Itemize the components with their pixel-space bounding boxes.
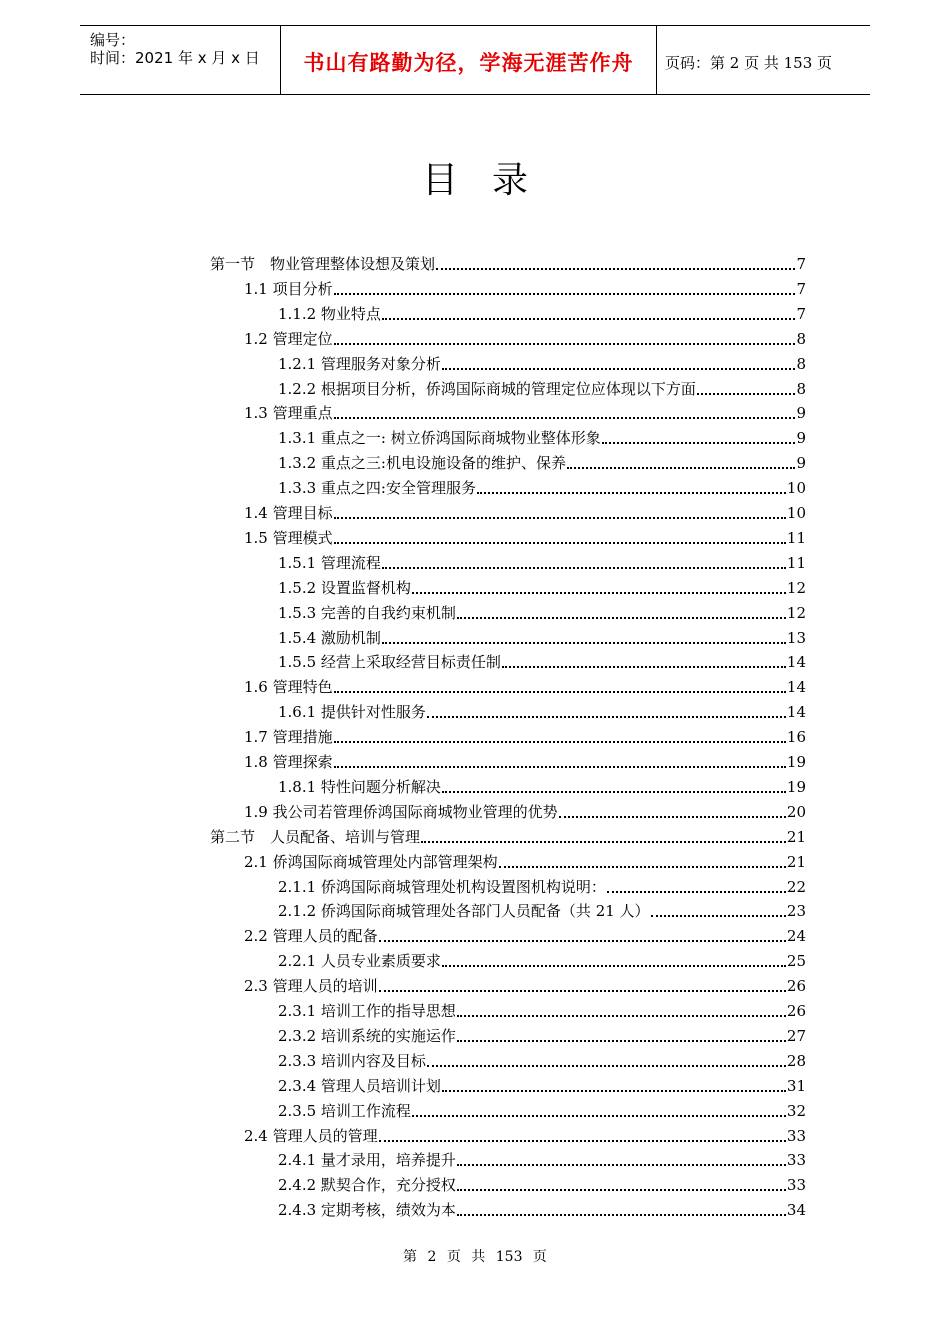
toc-entry-title: 2.3.5 培训工作流程 bbox=[278, 1102, 411, 1120]
toc-entry[interactable] bbox=[278, 350, 806, 374]
toc-entry-title: 2.3.1 培训工作的指导思想 bbox=[278, 1002, 456, 1020]
toc-entry-page: 20 bbox=[786, 803, 806, 821]
toc-entry[interactable] bbox=[278, 1072, 806, 1096]
toc-entry[interactable] bbox=[278, 698, 806, 722]
toc-entry-title: 2.3 管理人员的培训 bbox=[244, 977, 378, 995]
toc-entry-title: 1.5.2 设置监督机构 bbox=[278, 579, 411, 597]
page-title: 目录 bbox=[421, 160, 562, 201]
toc-leader-dots bbox=[436, 267, 795, 270]
toc-entry-title: 1.6 管理特色 bbox=[244, 678, 333, 696]
toc-entry-page: 33 bbox=[786, 1176, 806, 1194]
toc-entry-page: 28 bbox=[786, 1052, 806, 1070]
toc-entry-title: 2.4.3 定期考核，绩效为本 bbox=[278, 1201, 456, 1219]
toc-leader-dots bbox=[457, 1039, 786, 1042]
toc-entry-title: 2.3.3 培训内容及目标 bbox=[278, 1052, 426, 1070]
time-label: 时间：2021 年 x 月 x 日 bbox=[90, 49, 260, 67]
toc-leader-dots bbox=[334, 342, 796, 345]
toc-entry[interactable] bbox=[278, 997, 806, 1021]
toc-entry-title: 1.3.1 重点之一: 树立侨鸿国际商城物业整体形象 bbox=[278, 429, 601, 447]
toc-leader-dots bbox=[697, 392, 796, 395]
toc-leader-dots bbox=[379, 1139, 786, 1142]
toc-leader-dots bbox=[457, 1014, 786, 1017]
toc-leader-dots bbox=[457, 1163, 786, 1166]
toc-entry-page: 13 bbox=[786, 629, 806, 647]
toc-leader-dots bbox=[427, 715, 786, 718]
toc-entry-page: 7 bbox=[796, 255, 806, 273]
toc-entry-title: 1.4 管理目标 bbox=[244, 504, 333, 522]
toc-entry-title: 1.5.4 激励机制 bbox=[278, 629, 381, 647]
toc-entry[interactable] bbox=[278, 474, 806, 498]
toc-leader-dots bbox=[651, 914, 786, 917]
toc-entry-page: 12 bbox=[786, 579, 806, 597]
toc-entry-title: 2.2.1 人员专业素质要求 bbox=[278, 952, 441, 970]
motto-text: 书山有路勤为径，学海无涯苦作舟 bbox=[303, 50, 634, 75]
toc-entry[interactable] bbox=[244, 524, 806, 548]
toc-entry-title: 2.3.2 培训系统的实施运作 bbox=[278, 1027, 456, 1045]
toc-entry[interactable] bbox=[278, 1196, 806, 1220]
toc-leader-dots bbox=[379, 939, 786, 942]
toc-entry[interactable] bbox=[244, 399, 806, 423]
toc-leader-dots bbox=[457, 1213, 786, 1216]
toc-entry-page: 9 bbox=[796, 404, 806, 422]
toc-entry-page: 34 bbox=[786, 1201, 806, 1219]
toc-entry-page: 8 bbox=[796, 380, 806, 398]
toc-leader-dots bbox=[607, 890, 786, 893]
toc-entry-page: 27 bbox=[786, 1027, 806, 1045]
toc-entry[interactable] bbox=[278, 1146, 806, 1170]
toc-entry[interactable] bbox=[244, 848, 806, 872]
toc-entry[interactable] bbox=[210, 823, 806, 847]
toc-entry-page: 21 bbox=[786, 853, 806, 871]
toc-leader-dots bbox=[442, 1089, 786, 1092]
toc-entry-page: 23 bbox=[786, 902, 806, 920]
toc-entry-page: 14 bbox=[786, 653, 806, 671]
toc-entry[interactable] bbox=[278, 300, 806, 324]
toc-entry-title: 2.1.2 侨鸿国际商城管理处各部门人员配备（共 21 人） bbox=[278, 902, 650, 920]
toc-leader-dots bbox=[567, 466, 795, 469]
toc-entry[interactable] bbox=[278, 897, 806, 921]
toc-entry-title: 2.4.1 量才录用，培养提升 bbox=[278, 1151, 456, 1169]
toc-entry-title: 1.1.2 物业特点 bbox=[278, 305, 381, 323]
toc-entry-page: 7 bbox=[796, 280, 806, 298]
toc-entry[interactable] bbox=[278, 1097, 806, 1121]
toc-leader-dots bbox=[382, 566, 786, 569]
toc-entry-page: 8 bbox=[796, 355, 806, 373]
toc-entry[interactable] bbox=[278, 1171, 806, 1195]
toc-entry-page: 7 bbox=[796, 305, 806, 323]
toc-entry-page: 14 bbox=[786, 703, 806, 721]
toc-entry-title: 1.5.5 经营上采取经营目标责任制 bbox=[278, 653, 501, 671]
toc-entry[interactable] bbox=[244, 1122, 806, 1146]
toc-entry[interactable] bbox=[244, 275, 806, 299]
toc-entry-title: 1.5 管理模式 bbox=[244, 529, 333, 547]
toc-leader-dots bbox=[477, 491, 786, 494]
toc-entry-page: 12 bbox=[786, 604, 806, 622]
page-footer: 第 2 页 共 153 页 bbox=[403, 1249, 547, 1265]
toc-entry[interactable] bbox=[278, 648, 806, 672]
toc-entry-title: 1.2.1 管理服务对象分析 bbox=[278, 355, 441, 373]
toc-entry-title: 第一节 物业管理整体设想及策划 bbox=[210, 255, 436, 273]
toc-entry[interactable] bbox=[244, 673, 806, 697]
toc-entry[interactable] bbox=[278, 1047, 806, 1071]
toc-leader-dots bbox=[499, 865, 786, 868]
toc-entry-title: 1.9 我公司若管理侨鸿国际商城物业管理的优势 bbox=[244, 803, 558, 821]
toc-entry[interactable] bbox=[278, 947, 806, 971]
toc-leader-dots bbox=[602, 441, 796, 444]
toc-entry[interactable] bbox=[244, 972, 806, 996]
toc-leader-dots bbox=[334, 292, 796, 295]
toc-entry-page: 19 bbox=[786, 778, 806, 796]
toc-entry-page: 10 bbox=[786, 504, 806, 522]
toc-leader-dots bbox=[379, 989, 786, 992]
toc-entry[interactable] bbox=[278, 549, 806, 573]
toc-entry-page: 8 bbox=[796, 330, 806, 348]
header-page-cell bbox=[657, 26, 870, 94]
toc-entry-title: 1.8 管理探索 bbox=[244, 753, 333, 771]
toc-leader-dots bbox=[334, 516, 786, 519]
toc-leader-dots bbox=[421, 840, 786, 843]
toc-leader-dots bbox=[502, 665, 786, 668]
toc-entry-title: 1.3 管理重点 bbox=[244, 404, 333, 422]
toc-entry-title: 1.2 管理定位 bbox=[244, 330, 333, 348]
toc-leader-dots bbox=[334, 690, 786, 693]
toc-leader-dots bbox=[382, 641, 786, 644]
toc-entry-title: 1.5.1 管理流程 bbox=[278, 554, 381, 572]
toc-leader-dots bbox=[442, 367, 796, 370]
toc-leader-dots bbox=[334, 541, 786, 544]
toc-entry-title: 1.5.3 完善的自我约束机制 bbox=[278, 604, 456, 622]
toc-entry-page: 14 bbox=[786, 678, 806, 696]
toc-entry[interactable] bbox=[210, 250, 806, 274]
toc-entry-page: 19 bbox=[786, 753, 806, 771]
toc-entry[interactable] bbox=[278, 1022, 806, 1046]
toc-entry[interactable] bbox=[244, 325, 806, 349]
toc-entry-title: 1.3.2 重点之三:机电设施设备的维护、保养 bbox=[278, 454, 566, 472]
toc-leader-dots bbox=[442, 790, 786, 793]
toc-leader-dots bbox=[334, 765, 786, 768]
toc-entry-title: 第二节 人员配备、培训与管理 bbox=[210, 828, 421, 846]
toc-leader-dots bbox=[442, 964, 786, 967]
toc-leader-dots bbox=[457, 616, 786, 619]
toc-entry-page: 32 bbox=[786, 1102, 806, 1120]
page-info: 页码：第 2 页 共 153 页 bbox=[665, 54, 833, 72]
toc-entry-title: 2.4 管理人员的管理 bbox=[244, 1127, 378, 1145]
toc-entry-title: 1.3.3 重点之四:安全管理服务 bbox=[278, 479, 476, 497]
toc-entry-page: 9 bbox=[796, 454, 806, 472]
toc-entry[interactable] bbox=[244, 798, 806, 822]
toc-entry-page: 25 bbox=[786, 952, 806, 970]
page-header bbox=[80, 25, 870, 95]
toc-entry[interactable] bbox=[278, 624, 806, 648]
toc-entry[interactable] bbox=[278, 574, 806, 598]
toc-entry-page: 33 bbox=[786, 1151, 806, 1169]
toc-entry-page: 11 bbox=[786, 529, 806, 547]
toc-leader-dots bbox=[559, 815, 786, 818]
toc-entry-page: 9 bbox=[796, 429, 806, 447]
toc-entry-page: 16 bbox=[786, 728, 806, 746]
toc-entry-page: 26 bbox=[786, 1002, 806, 1020]
header-motto-cell bbox=[280, 26, 657, 94]
toc-entry[interactable] bbox=[278, 424, 806, 448]
toc-entry-title: 2.1 侨鸿国际商城管理处内部管理架构 bbox=[244, 853, 498, 871]
toc-entry-page: 26 bbox=[786, 977, 806, 995]
toc-entry-page: 21 bbox=[786, 828, 806, 846]
toc-entry-title: 2.1.1 侨鸿国际商城管理处机构设置图机构说明： bbox=[278, 878, 606, 896]
header-meta-cell bbox=[80, 26, 280, 94]
toc-entry[interactable] bbox=[278, 599, 806, 623]
toc-leader-dots bbox=[382, 317, 796, 320]
toc-leader-dots bbox=[412, 1114, 786, 1117]
toc-leader-dots bbox=[334, 740, 786, 743]
toc-entry[interactable] bbox=[244, 723, 806, 747]
toc-leader-dots bbox=[457, 1188, 786, 1191]
toc-entry[interactable] bbox=[278, 375, 806, 399]
toc-entry-page: 33 bbox=[786, 1127, 806, 1145]
number-label: 编号： bbox=[90, 31, 136, 49]
toc-entry-title: 2.3.4 管理人员培训计划 bbox=[278, 1077, 441, 1095]
toc-entry[interactable] bbox=[278, 873, 806, 897]
toc-entry[interactable] bbox=[244, 748, 806, 772]
toc-entry-page: 10 bbox=[786, 479, 806, 497]
toc-entry-page: 31 bbox=[786, 1077, 806, 1095]
toc-entry[interactable] bbox=[244, 499, 806, 523]
toc-entry-title: 1.7 管理措施 bbox=[244, 728, 333, 746]
toc-leader-dots bbox=[412, 591, 786, 594]
toc-entry[interactable] bbox=[278, 449, 806, 473]
toc-leader-dots bbox=[427, 1064, 786, 1067]
toc-entry-title: 1.8.1 特性问题分析解决 bbox=[278, 778, 441, 796]
toc-leader-dots bbox=[334, 416, 796, 419]
toc-entry[interactable] bbox=[244, 922, 806, 946]
toc-entry-title: 1.2.2 根据项目分析，侨鸿国际商城的管理定位应体现以下方面 bbox=[278, 380, 696, 398]
toc-entry-page: 24 bbox=[786, 927, 806, 945]
toc-entry-title: 1.6.1 提供针对性服务 bbox=[278, 703, 426, 721]
toc-entry-page: 22 bbox=[786, 878, 806, 896]
toc-entry-title: 1.1 项目分析 bbox=[244, 280, 333, 298]
toc-entry-page: 11 bbox=[786, 554, 806, 572]
toc-entry-title: 2.4.2 默契合作，充分授权 bbox=[278, 1176, 456, 1194]
toc-entry[interactable] bbox=[278, 773, 806, 797]
toc-entry-title: 2.2 管理人员的配备 bbox=[244, 927, 378, 945]
